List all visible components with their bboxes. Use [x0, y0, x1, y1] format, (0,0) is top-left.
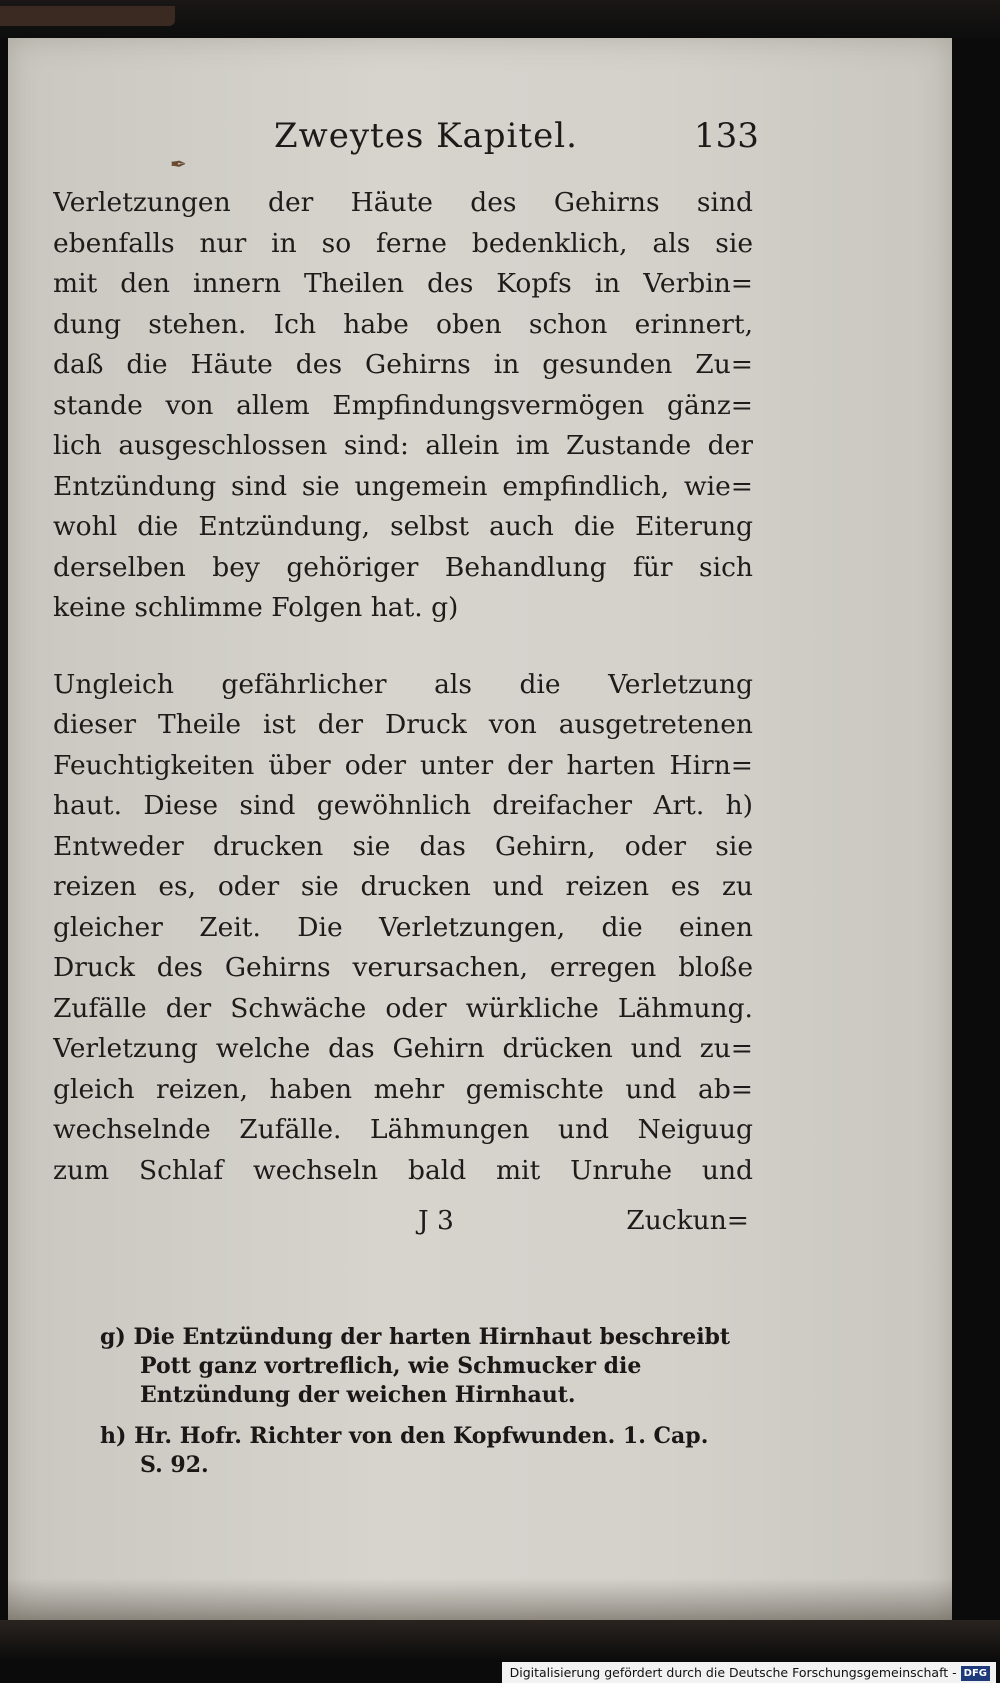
text-line: Entweder drucken sie das Gehirn, oder sie: [53, 830, 753, 862]
paragraph-2: [53, 665, 753, 1192]
text-line: wechselnde Zufälle. Lähmungen und Neiguug: [53, 1114, 753, 1145]
text-line: Feuchtigkeiten über oder unter der harten Hirn=: [53, 749, 753, 781]
page-header: [8, 116, 952, 176]
dfg-logo-icon: DFG: [961, 1666, 990, 1681]
text-line: haut. Diese sind gewöhnlich dreifacher Art. h): [53, 790, 753, 821]
attribution-text: Digitalisierung gefördert durch die Deutsche Forschungsgemeinschaft -: [509, 1665, 957, 1680]
digitization-attribution: [502, 1662, 996, 1683]
text-line: gleicher Zeit. Die Verletzungen, die einen: [53, 911, 753, 943]
footnote-line: g) Die Entzündung der harten Hirnhaut beschreibt: [100, 1324, 731, 1350]
text-line: Druck des Gehirns verursachen, erregen bloße: [53, 952, 753, 983]
body-text: [53, 183, 753, 1191]
text-line: gleich reizen, haben mehr gemischte und ab=: [53, 1073, 753, 1105]
text-line: dieser Theile ist der Druck von ausgetretenen: [53, 709, 753, 740]
bottom-edge: [0, 1620, 1000, 1662]
paragraph-gap: [53, 629, 753, 665]
text-line: lich ausgeschlossen sind: allein im Zustande der: [53, 430, 753, 461]
book-page: [8, 38, 952, 1620]
footnote-line: Pott ganz vortreflich, wie Schmucker die: [140, 1353, 642, 1379]
text-line: Verletzung welche das Gehirn drücken und zu=: [53, 1033, 753, 1064]
page-number: 133: [694, 116, 759, 156]
text-line: dung stehen. Ich habe oben schon erinnert,: [53, 308, 753, 340]
running-title: Zweytes Kapitel.: [274, 116, 578, 156]
text-line: Verletzungen der Häute des Gehirns sind: [53, 187, 753, 218]
footnote-line: Entzündung der weichen Hirnhaut.: [140, 1382, 576, 1408]
text-line: daß die Häute des Gehirns in gesunden Zu=: [53, 349, 753, 380]
book-edge-tab: [0, 6, 175, 26]
text-line: zum Schlaf wechseln bald mit Unruhe und: [53, 1154, 753, 1186]
text-line: wohl die Entzündung, selbst auch die Eiterung: [53, 511, 753, 542]
signature-mark: J 3: [418, 1205, 454, 1236]
text-line: Zufälle der Schwäche oder würkliche Lähmung.: [53, 992, 753, 1024]
text-line: reizen es, oder sie drucken und reizen es zu: [53, 871, 753, 902]
footnote-line: h) Hr. Hofr. Richter von den Kopfwunden. 1. Cap.: [100, 1423, 709, 1449]
top-edge: [0, 0, 1000, 38]
footnote-g: [100, 1323, 752, 1410]
ink-mark-icon: ✒: [170, 152, 187, 176]
text-line: Ungleich gefährlicher als die Verletzung: [53, 668, 753, 700]
text-line: keine schlimme Folgen hat. g): [53, 592, 459, 623]
footnotes: [100, 1323, 752, 1492]
catchword: Zuckun=: [626, 1205, 749, 1236]
text-line: Entzündung sind sie ungemein empfindlich, wie=: [53, 470, 753, 502]
footnote-h: [100, 1422, 752, 1480]
text-line: ebenfalls nur in so ferne bedenklich, als sie: [53, 227, 753, 259]
text-line: stande von allem Empfindungsvermögen gänz=: [53, 389, 753, 421]
text-line: derselben bey gehöriger Behandlung für sich: [53, 551, 753, 583]
text-line: mit den innern Theilen des Kopfs in Verbin=: [53, 268, 753, 299]
footnote-line: S. 92.: [140, 1452, 209, 1478]
paragraph-1: [53, 183, 753, 629]
